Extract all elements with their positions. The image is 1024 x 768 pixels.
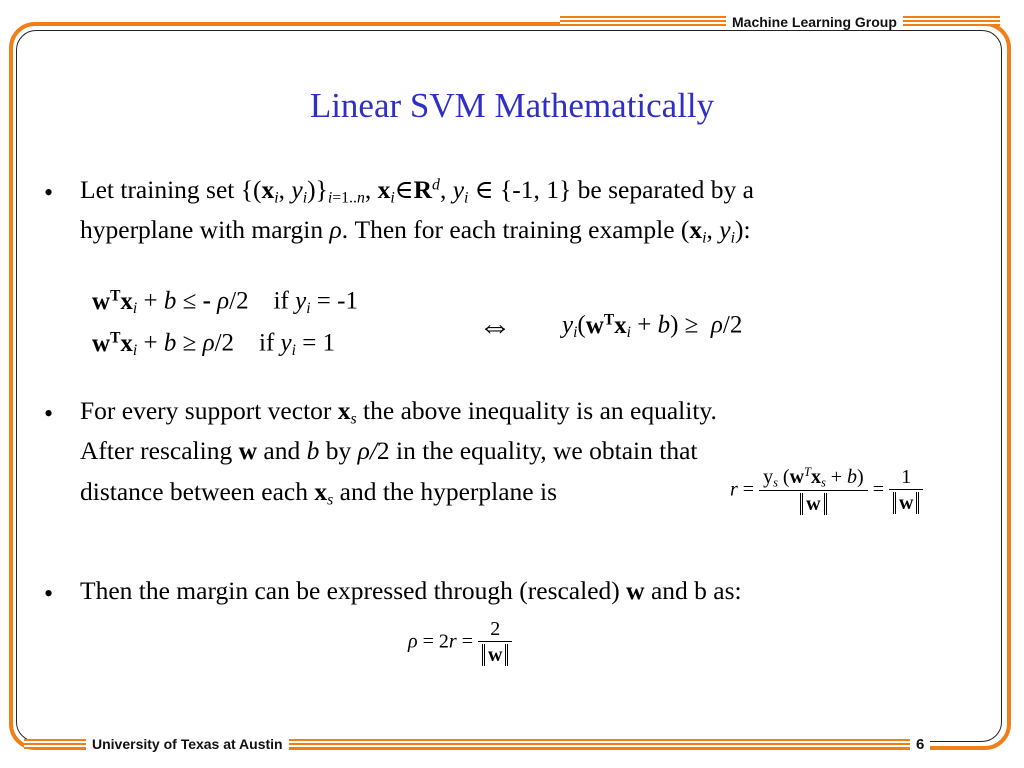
bullet-2-line-2: After rescaling w and b by ρ/2 in the equality, we obtain that	[80, 436, 698, 465]
constraint-negative-class: $w^Tx_i + b$ ≤ - ρ/2 if $y_i = -1$	[92, 287, 358, 317]
margin-formula: ρ = 2r = $\frac{2}{w}$	[408, 618, 512, 668]
combined-constraint: $y_i(w^Tx_i + b) \ge \rho/2$	[562, 311, 743, 341]
bullet-1-line-1: Let training set {($x_i$, $y_i)\}_{i=1..n}$, $x_i\in R^d$, $y_i$ ∈ {-1, 1} be separated by a	[80, 175, 754, 207]
page-number: 6	[910, 736, 930, 753]
slide-title: Linear SVM Mathematically	[309, 86, 715, 125]
equivalence-symbol: ⇔	[478, 308, 512, 345]
constraint-positive-class: $w^Tx_i + b \ge \rho/2$ if $y_i = 1$	[92, 329, 336, 359]
bullet-2-dot: •	[44, 399, 54, 428]
bullet-3-line-1: Then the margin can be expressed through (rescaled) w and b as:	[80, 576, 742, 605]
bullet-3-dot: •	[44, 579, 54, 608]
distance-formula: r = $\frac{y_s (w^Tx_s + b)}{w}$ = $\frac{1}{w}$	[730, 465, 923, 517]
unit-fraction: $\frac{1}{w}$	[889, 466, 923, 516]
margin-fraction: $\frac{2}{w}$	[478, 618, 512, 668]
bullet-2-line-3: distance between each $x_s$ and the hyperplane is	[80, 477, 558, 509]
group-label: Machine Learning Group	[726, 14, 903, 30]
distance-fraction: $\frac{y_s (w^Tx_s + b)}{w}$	[759, 465, 868, 517]
bullet-1-line-2: hyperplane with margin ρ. Then for each training example ($x_i$, $y_i$):	[80, 215, 751, 247]
university-label: University of Texas at Austin	[86, 736, 289, 752]
bullet-1-dot: •	[44, 178, 54, 207]
bullet-2-line-1: For every support vector $x_s$ the above inequality is an equality.	[80, 396, 717, 428]
